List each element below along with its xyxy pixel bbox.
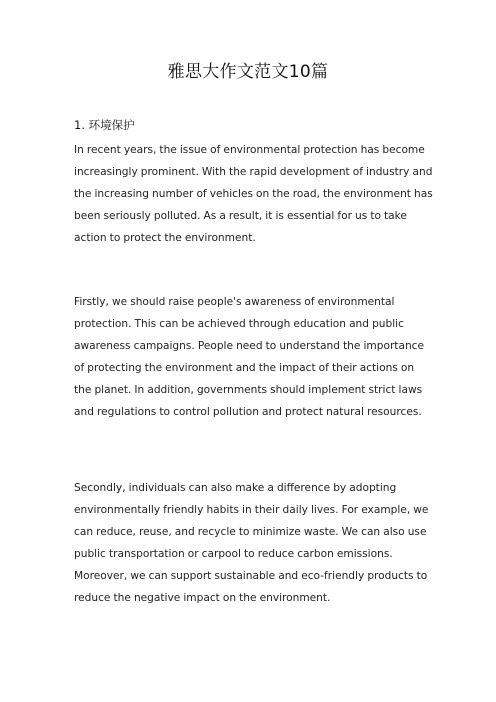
document-title: 雅思大作文范文10篇 <box>167 62 329 82</box>
paragraph-secondly: Secondly, individuals can also make a difference by adopting environmentally friendly habits in their daily lives. For example, we can reduce, reuse, and recycle to minimize waste. We can also use public transportation or carpool to reduce carbon emissions. Moreover, we can support sustainable and eco-friendly products to reduce the negative impact on the environment. <box>74 482 429 604</box>
paragraph-firstly: Firstly, we should raise people's awareness of environmental protection. This can be achieved through education and public awareness campaigns. People need to understand the importance of protecting the environment and the impact of their actions on the planet. In addition, governments should implement strict laws and regulations to control pollution and protect natural resources. <box>74 296 424 418</box>
paragraph-introduction: In recent years, the issue of environmental protection has become increasingly prominent. With the rapid development of industry and the increasing number of vehicles on the road, the environment has been seriously polluted. As a result, it is essential for us to take action to protect the environment. <box>74 144 433 244</box>
section-heading: 1. 环境保护 <box>74 118 135 132</box>
